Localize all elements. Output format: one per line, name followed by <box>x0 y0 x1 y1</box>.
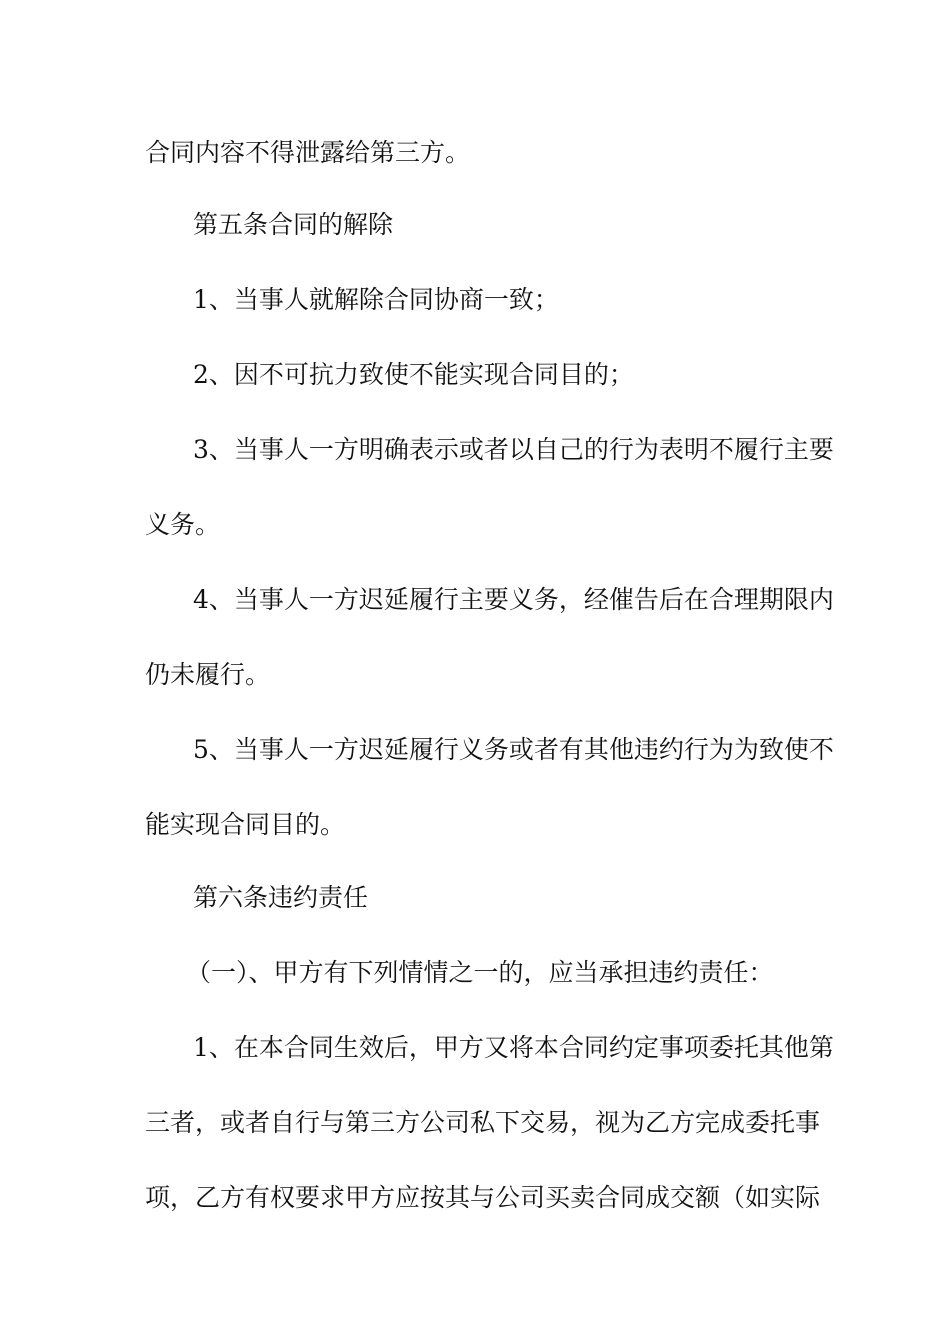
subsection-heading-1: （一）、甲方有下列情情之一的，应当承担违约责任： <box>186 958 774 987</box>
clause-item-5-continued: 能实现合同目的。 <box>145 810 346 839</box>
liability-item-1: 1、在本合同生效后，甲方又将本合同约定事项委托其他第 <box>193 1033 834 1062</box>
clause-item-2: 2、因不可抗力致使不能实现合同目的； <box>193 360 634 389</box>
paragraph-line-1: 合同内容不得泄露给第三方。 <box>145 138 471 167</box>
clause-item-3-continued: 义务。 <box>145 510 221 539</box>
section-heading-6: 第六条违约责任 <box>193 883 369 912</box>
clause-item-3: 3、当事人一方明确表示或者以自己的行为表明不履行主要 <box>193 435 834 464</box>
liability-item-1-continued-2: 项，乙方有权要求甲方应按其与公司买卖合同成交额（如实际 <box>145 1183 821 1212</box>
clause-item-4: 4、当事人一方迟延履行主要义务，经催告后在合理期限内 <box>193 585 834 614</box>
section-heading-5: 第五条合同的解除 <box>193 210 394 239</box>
clause-item-4-continued: 仍未履行。 <box>145 660 271 689</box>
liability-item-1-continued-1: 三者，或者自行与第三方公司私下交易，视为乙方完成委托事 <box>145 1108 821 1137</box>
clause-item-5: 5、当事人一方迟延履行义务或者有其他违约行为为致使不 <box>193 735 834 764</box>
clause-item-1: 1、当事人就解除合同协商一致； <box>193 285 559 314</box>
